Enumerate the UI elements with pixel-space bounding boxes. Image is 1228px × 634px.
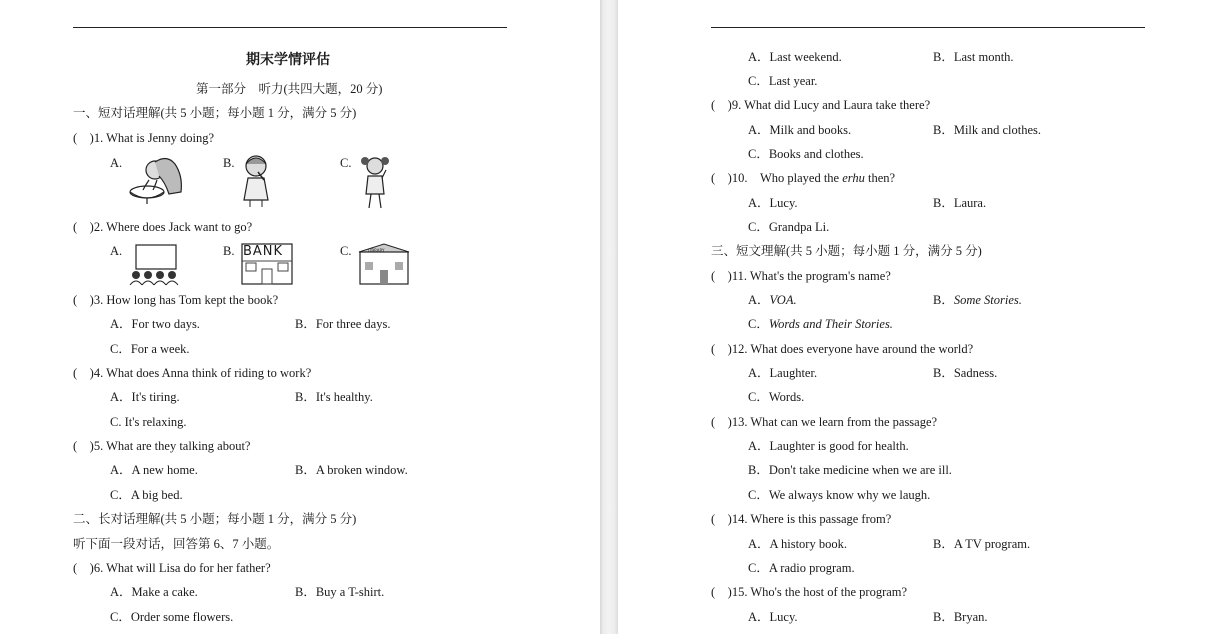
q5-option-c: C．A big bed.: [110, 488, 183, 502]
question-9: ( )9. What did Lucy and Laura take there?: [711, 98, 931, 112]
section1-heading: 一、短对话理解(共 5 小题；每小题 1 分，满分 5 分): [73, 106, 357, 120]
q11-option-a: [748, 292, 797, 308]
section2-heading: 二、长对话理解(共 5 小题；每小题 1 分，满分 5 分): [73, 512, 357, 526]
question-5: ( )5. What are they talking about?: [73, 439, 251, 453]
q12-option-b: B．Sadness.: [933, 366, 998, 380]
q10-text-end: then?: [864, 171, 896, 185]
q10-option-b: B．Laura.: [933, 196, 987, 210]
question-14: ( )14. Where is this passage from?: [711, 512, 892, 526]
q14-option-a: A．A history book.: [748, 537, 847, 551]
question-1: ( )1. What is Jenny doing?: [73, 131, 215, 145]
q11-c-text: Words and Their Stories.: [768, 317, 893, 331]
q11-b-text: Some Stories.: [953, 293, 1022, 307]
question-3: ( )3. How long has Tom kept the book?: [73, 293, 279, 307]
washing-face-picture: [125, 152, 189, 204]
q9-option-b: B．Milk and clothes.: [933, 123, 1041, 137]
section2-instruction: 听下面一段对话，回答第 6、7 小题。: [73, 537, 280, 551]
q10-text-start: ( )10. Who played the: [711, 171, 843, 185]
q6-option-c: C．Order some flowers.: [110, 610, 234, 624]
q9-option-a: A．Milk and books.: [748, 123, 852, 137]
q4-option-b: B．It's healthy.: [295, 390, 373, 404]
q13-option-b: B．Don't take medicine when we are ill.: [748, 463, 952, 477]
question-11: ( )11. What's the program's name?: [711, 269, 891, 283]
q14-option-b: B．A TV program.: [933, 537, 1031, 551]
question-10: [711, 170, 895, 186]
q8-option-a: A．Last weekend.: [748, 50, 842, 64]
q10-option-a: A．Lucy.: [748, 196, 798, 210]
girl-standing-picture: [358, 154, 392, 212]
q6-option-b: B．Buy a T-shirt.: [295, 585, 385, 599]
cinema-picture: [126, 243, 186, 287]
top-rule: [711, 27, 1145, 28]
q11-a-label: A．: [748, 293, 770, 307]
q5-option-a: A．A new home.: [110, 463, 198, 477]
page-gutter: [600, 0, 618, 634]
top-rule: [73, 27, 507, 28]
q13-option-a: A．Laughter is good for health.: [748, 439, 909, 453]
q8-option-b: B．Last month.: [933, 50, 1014, 64]
q1-option-a-label: A.: [110, 156, 123, 170]
q3-option-b: B．For three days.: [295, 317, 391, 331]
q15-option-a: A．Lucy.: [748, 610, 798, 624]
q11-option-c: [748, 316, 893, 332]
bank-sign: BANK: [243, 244, 284, 259]
q6-option-a: A．Make a cake.: [110, 585, 198, 599]
q13-option-c: C．We always know why we laugh.: [748, 488, 931, 502]
q11-a-text: VOA.: [769, 293, 797, 307]
question-2: ( )2. Where does Jack want to go?: [73, 220, 253, 234]
question-15: ( )15. Who's the host of the program?: [711, 585, 908, 599]
q2-option-b-label: B.: [223, 244, 235, 258]
section3-heading: 三、短文理解(共 5 小题；每小题 1 分，满分 5 分): [711, 244, 982, 258]
q5-option-b: B．A broken window.: [295, 463, 408, 477]
q9-option-c: C．Books and clothes.: [748, 147, 864, 161]
q4-option-a: A．It's tiring.: [110, 390, 180, 404]
question-6: ( )6. What will Lisa do for her father?: [73, 561, 271, 575]
q3-option-a: A．For two days.: [110, 317, 200, 331]
question-12: ( )12. What does everyone have around the world?: [711, 342, 974, 356]
q11-c-label: C．: [748, 317, 769, 331]
left-page: [0, 0, 600, 634]
question-13: ( )13. What can we learn from the passage?: [711, 415, 938, 429]
library-sign: LIBRARY: [368, 248, 385, 253]
brushing-teeth-picture: [236, 152, 276, 208]
q10-erhu: erhu: [842, 171, 865, 185]
q11-b-label: B．: [933, 293, 954, 307]
q2-option-a-label: A.: [110, 244, 123, 258]
q1-option-b-label: B.: [223, 156, 235, 170]
q11-option-b: [933, 292, 1022, 308]
q2-option-c-label: C.: [340, 244, 352, 258]
question-4: ( )4. What does Anna think of riding to work?: [73, 366, 312, 380]
q8-option-c: C．Last year.: [748, 74, 818, 88]
q1-option-c-label: C.: [340, 156, 352, 170]
part1-heading: 第一部分 听力(共四大题，20 分): [196, 82, 383, 96]
page-title: 期末学情评估: [246, 52, 330, 68]
q10-option-c: C．Grandpa Li.: [748, 220, 830, 234]
right-page: [618, 0, 1228, 634]
q3-option-c: C．For a week.: [110, 342, 190, 356]
q12-option-c: C．Words.: [748, 390, 805, 404]
q14-option-c: C．A radio program.: [748, 561, 855, 575]
q15-option-b: B．Bryan.: [933, 610, 988, 624]
q12-option-a: A．Laughter.: [748, 366, 818, 380]
q4-option-c: C. It's relaxing.: [110, 415, 187, 429]
